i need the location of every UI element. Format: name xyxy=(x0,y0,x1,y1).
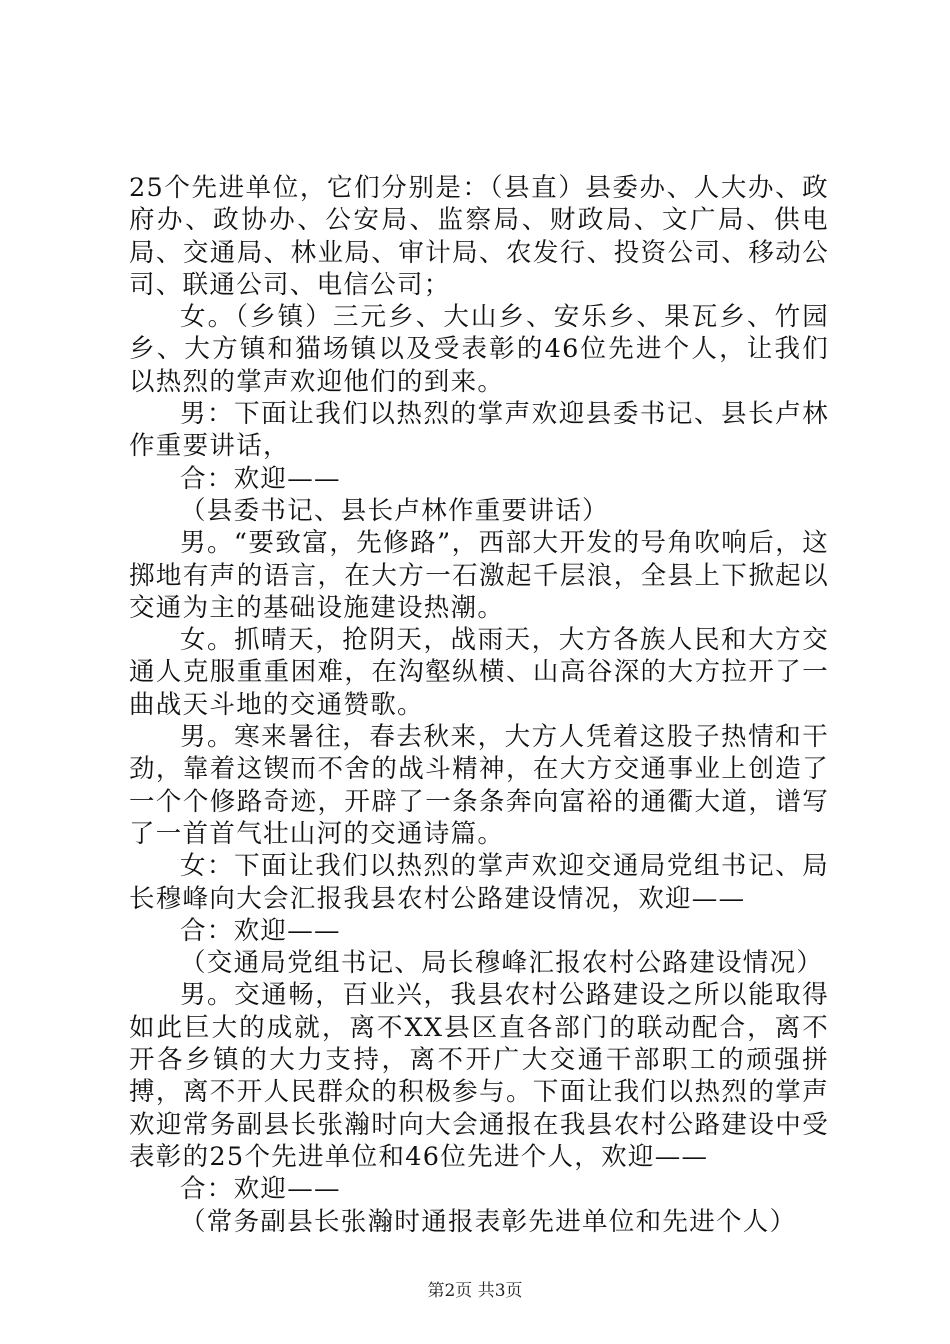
paragraph: 男：下面让我们以热烈的掌声欢迎县委书记、县长卢林作重要讲话， xyxy=(129,399,829,462)
document-body xyxy=(129,172,829,1238)
paragraph: 女。抓晴天，抢阴天，战雨天，大方各族人民和大方交通人克服重重困难，在沟壑纵横、山高谷深的大方拉开了一曲战天斗地的交通赞歌。 xyxy=(129,625,829,720)
paragraph: （县委书记、县长卢林作重要讲话） xyxy=(180,495,609,526)
paragraph: 合：欢迎—— xyxy=(180,1174,341,1205)
paragraph: （常务副县长张瀚时通报表彰先进单位和先进个人） xyxy=(180,1206,797,1237)
paragraph: 男。“要致富，先修路”，西部大开发的号角吹响后，这掷地有声的语言，在大方一石激起千层浪，全县上下掀起以交通为主的基础设施建设热潮。 xyxy=(129,528,829,623)
page-number-footer: 第2页 共3页 xyxy=(427,1281,523,1301)
paragraph: 女。（乡镇）三元乡、大山乡、安乐乡、果瓦乡、竹园乡、大方镇和猫场镇以及受表彰的46位先进个人，让我们以热烈的掌声欢迎他们的到来。 xyxy=(129,302,829,397)
paragraph: （交通局党组书记、局长穆峰汇报农村公路建设情况） xyxy=(180,948,824,979)
paragraph: 女：下面让我们以热烈的掌声欢迎交通局党组书记、局长穆峰向大会汇报我县农村公路建设情况，欢迎—— xyxy=(129,851,829,914)
paragraph: 合：欢迎—— xyxy=(180,915,341,946)
paragraph: 男。交通畅，百业兴，我县农村公路建设之所以能取得如此巨大的成就，离不XX县区直各部门的联动配合，离不开各乡镇的大力支持，离不开广大交通干部职工的顽强拼搏，离不开人民群众的积极参与。下面让我们以热烈的掌声欢迎常务副县长张瀚时向大会通报在我县农村公路建设中受表彰的25个先进单位和46位先进个人，欢迎—— xyxy=(129,980,829,1172)
paragraph: 25个先进单位，它们分别是：（县直）县委办、人大办、政府办、政协办、公安局、监察局、财政局、文广局、供电局、交通局、林业局、审计局、农发行、投资公司、移动公司、联通公司、电信公司； xyxy=(129,173,829,300)
paragraph: 男。寒来暑往，春去秋来，大方人凭着这股子热情和干劲，靠着这锲而不舍的战斗精神，在大方交通事业上创造了一个个修路奇迹，开辟了一条条奔向富裕的通衢大道，谱写了一首首气壮山河的交通诗篇。 xyxy=(129,722,829,849)
paragraph: 合：欢迎—— xyxy=(180,463,341,494)
